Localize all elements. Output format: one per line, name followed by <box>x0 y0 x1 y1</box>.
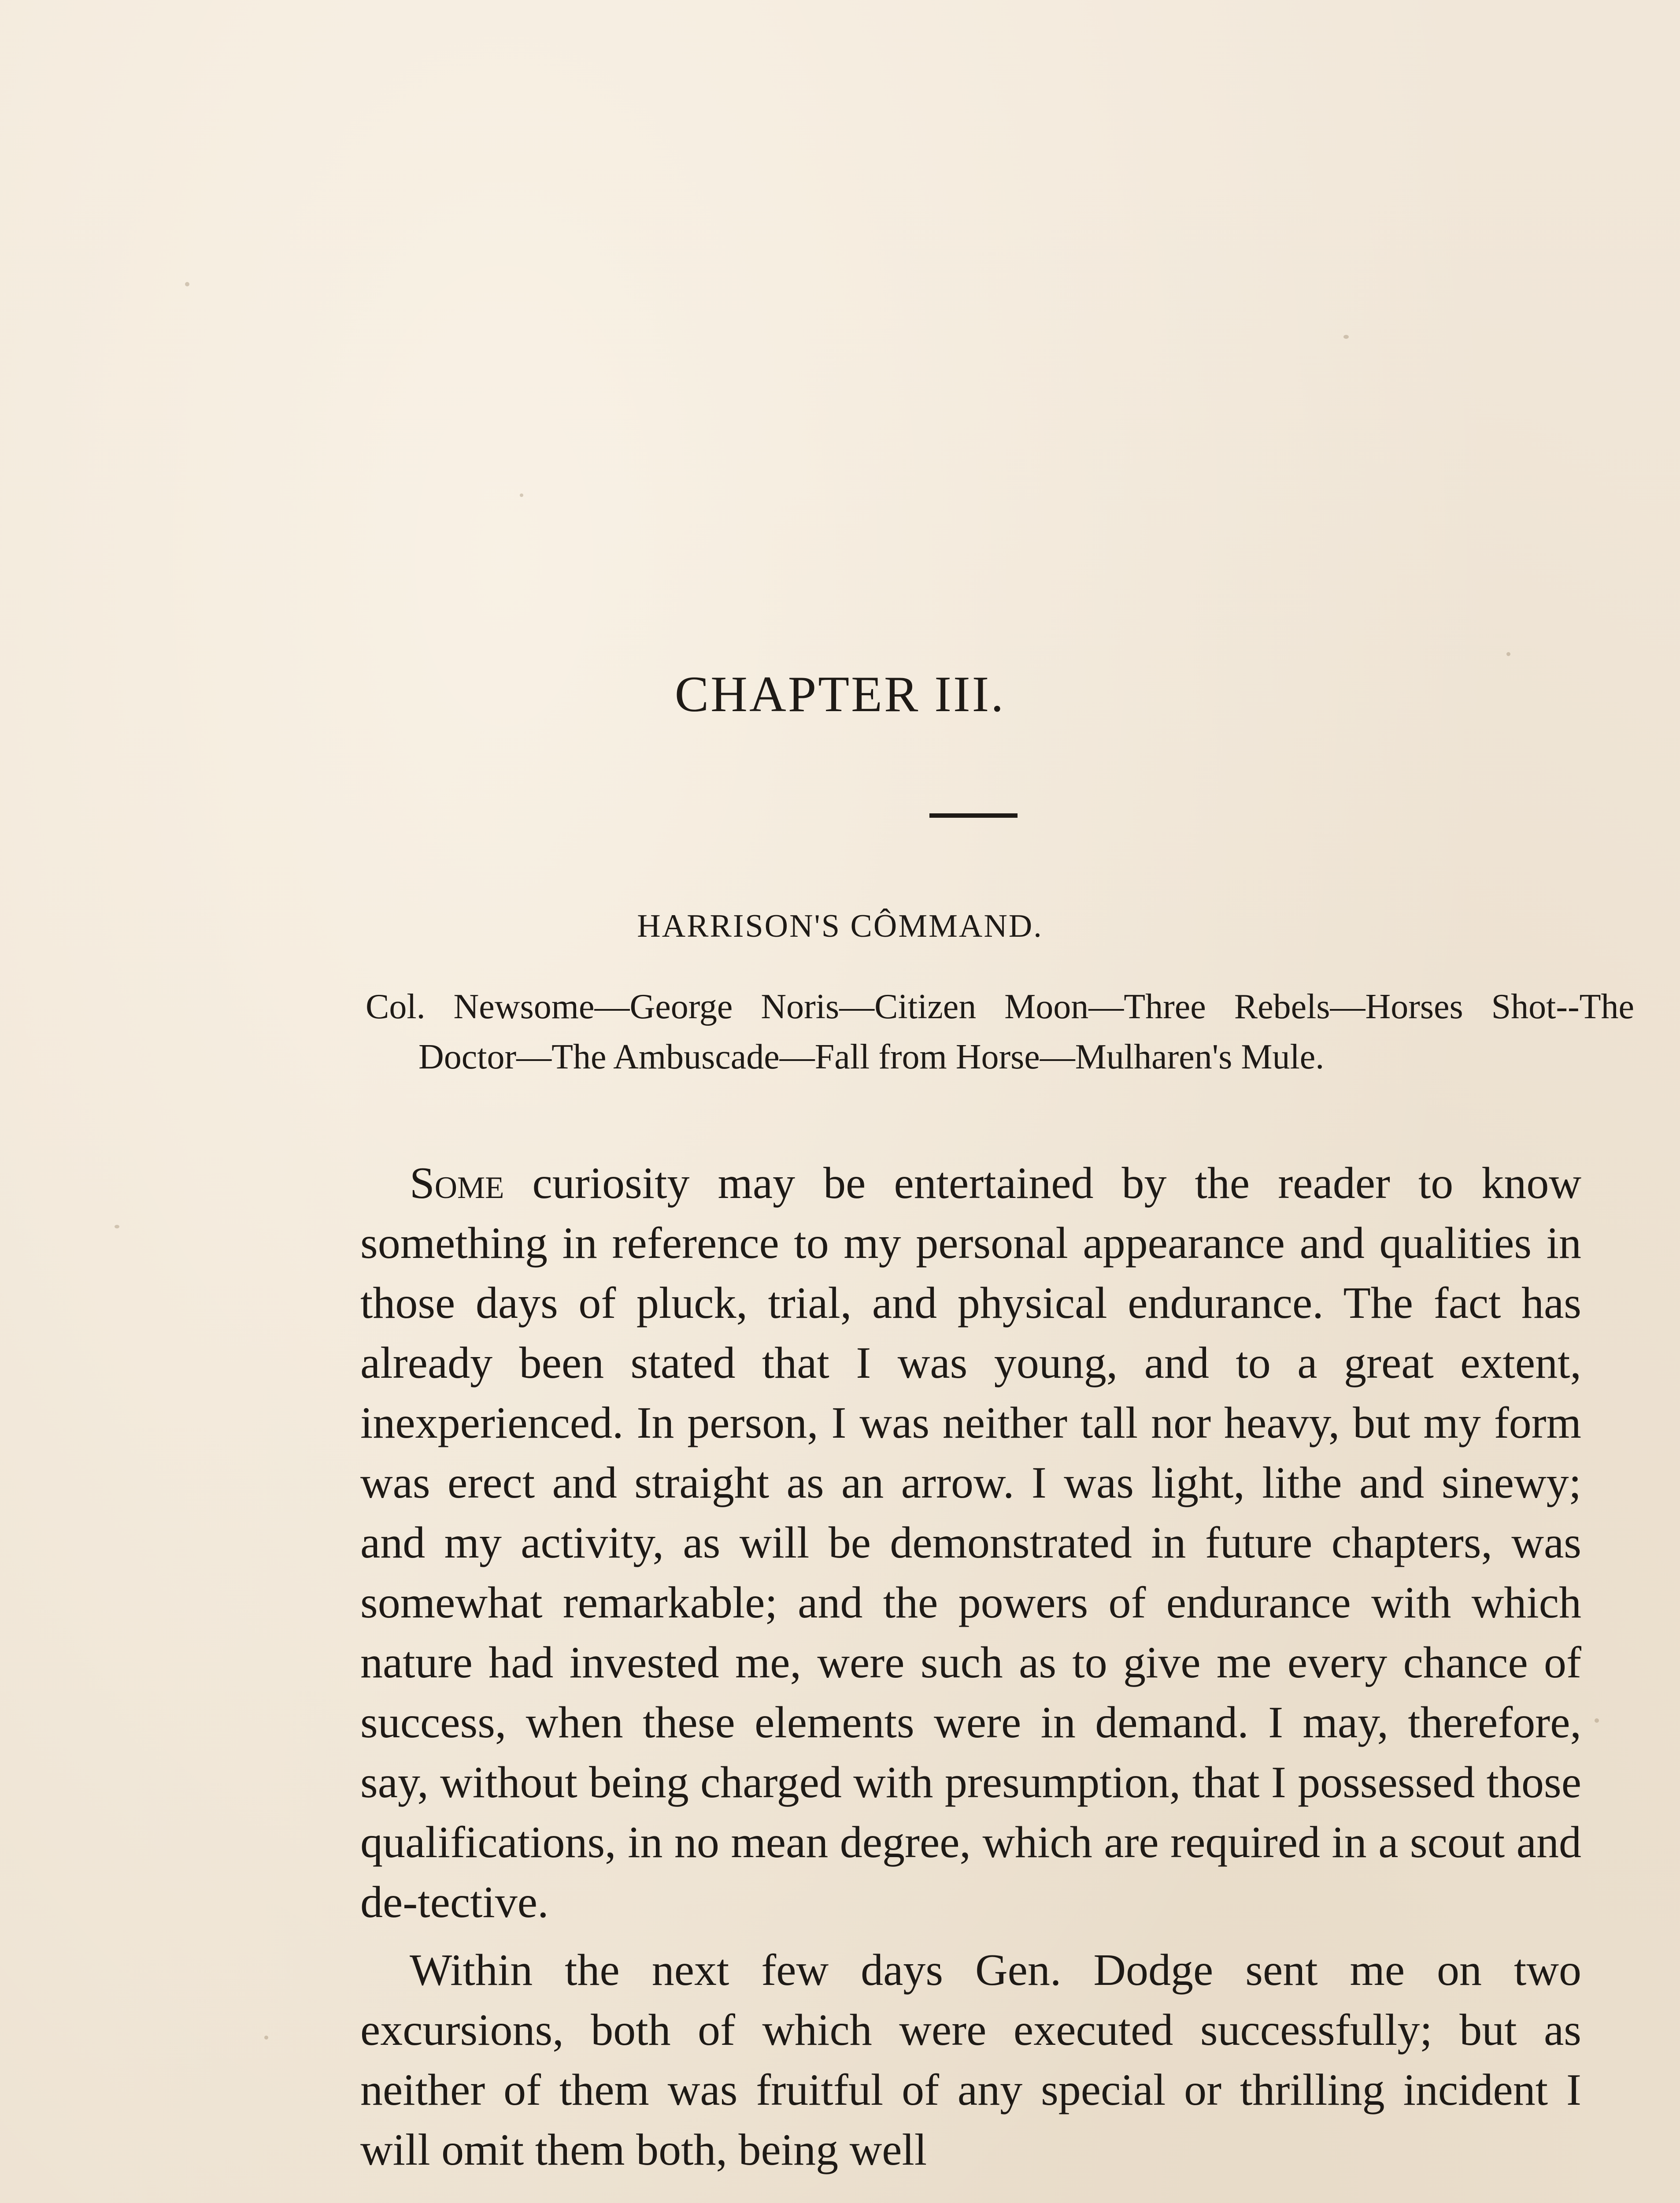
paper-speck <box>264 2036 268 2040</box>
paper-speck <box>1595 1718 1599 1723</box>
section-title: HARRISON'S CÔMMAND. <box>637 908 1043 944</box>
paragraph-1-lead: Some <box>410 1158 504 1208</box>
paper-speck <box>185 282 189 286</box>
paragraph-1-text: curiosity may be entertained by the reader to know something in reference to my personal appearance and qualities in those days of pluck, trial, and physical endurance. The fact has already been stated that I was young, and to a great extent, inexperienced. In person, I was neither tall nor heavy, but my form was erect and straight as an arrow. I was light, lithe and sinewy; and my activity, as will be demonstrated in future chapters, was somewhat remarkable; and the powers of endurance with which nature had invested me, were such as to give me every chance of success, when these elements were in demand. I may, therefore, say, without being charged with presumption, that I possessed those qualifications, in no mean degree, which are required in a scout and de-tective. <box>360 1158 1581 1927</box>
paper-speck <box>115 1225 119 1228</box>
title-divider <box>929 813 1018 818</box>
paragraph-1 <box>360 1153 1581 1932</box>
paper-speck <box>520 493 523 497</box>
paragraph-2: Within the next few days Gen. Dodge sent me on two excursions, both of which were executed successfully; but as neither of them was fruitful of any special or thrilling incident I will omit them both, being well <box>360 1945 1581 2175</box>
paper-speck <box>1506 652 1510 656</box>
paper-speck <box>1343 335 1349 339</box>
body-text <box>360 1153 1581 2188</box>
chapter-summary: Col. Newsome—George Noris—Citizen Moon—Three Rebels—Horses Shot--The Doctor—The Ambuscade—Fall from Horse—Mulharen's Mule. <box>366 987 1634 1076</box>
chapter-title: CHAPTER III. <box>674 666 1006 723</box>
